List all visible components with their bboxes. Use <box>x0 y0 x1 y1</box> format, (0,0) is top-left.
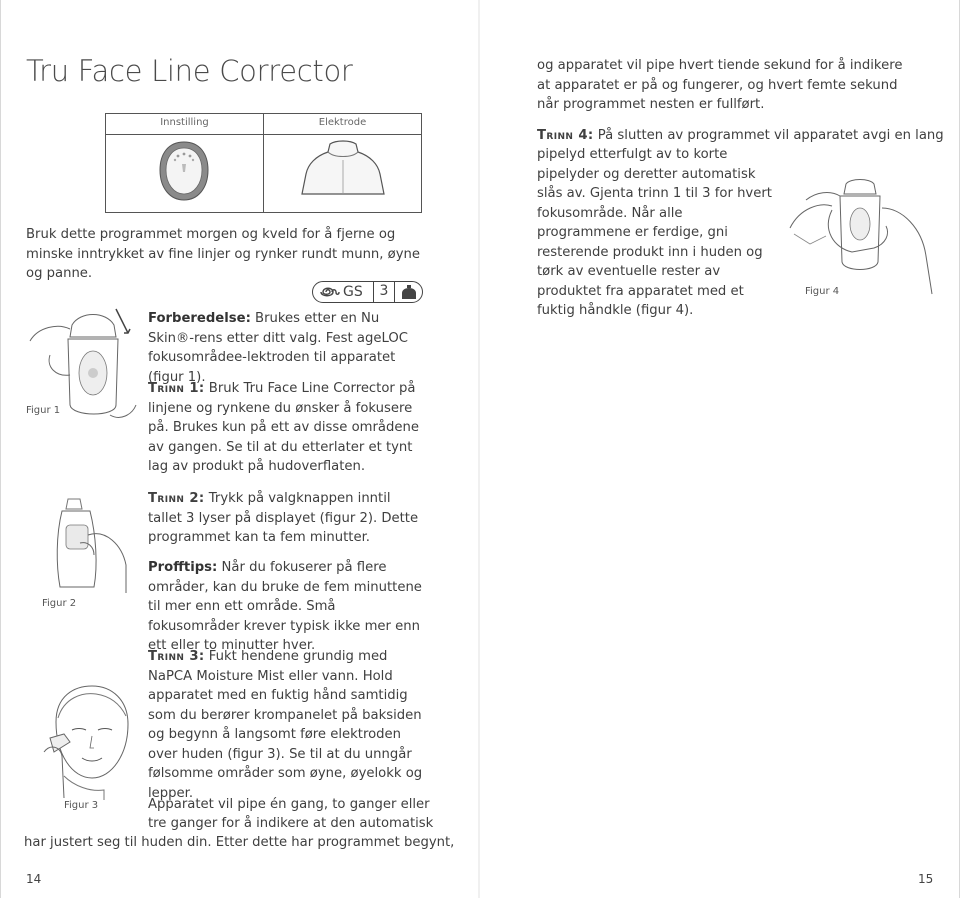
page-number-right: 15 <box>918 872 934 886</box>
beep-line-1: Apparatet vil pipe én gang, to ganger eller <box>148 797 430 812</box>
step-3-paragraph <box>148 647 423 803</box>
figure-2-illustration <box>50 495 130 595</box>
figure-3-caption: Figur 3 <box>64 800 99 811</box>
figure-2-caption: Figur 2 <box>42 598 77 609</box>
step-4-rest: pipelyd etterfulgt av to korte pipelyder og deretter automatisk slås av. Gjenta trinn 1 til 3 for hvert fokusområde. Når alle programmene er ferdige, gni resterende produkt inn i huden og tørk av eventuelle rester av produktet fra apparatet med et fuktig håndkle (figur 4). <box>537 147 772 318</box>
page-spine <box>478 0 480 898</box>
step-4-line-1 <box>537 126 944 146</box>
preparation-label: Forberedelse: <box>148 311 251 326</box>
program-number: 3 <box>373 281 395 302</box>
step-3-label: Trinn 3: <box>148 649 205 664</box>
face-illustration <box>34 682 134 800</box>
step-2-text: Trykk på valgknappen inntil tallet 3 lyser på displayet (figur 2). Dette programmet kan ta fem minutter. <box>148 491 419 545</box>
continued-paragraph: og apparatet vil pipe hvert tiende sekund for å indikere at apparatet er på og fungerer, og hvert femte sekund når programmet nesten er fullført. <box>537 58 903 112</box>
pro-tip-paragraph <box>148 558 423 656</box>
program-code: GS <box>343 284 363 300</box>
figure-1-caption: Figur 1 <box>26 405 61 416</box>
settings-table <box>105 113 422 213</box>
step-1-label: Trinn 1: <box>148 381 205 396</box>
pro-tip-label: Profftips: <box>148 560 218 575</box>
spiral-icon <box>319 285 341 299</box>
step-4-label: Trinn 4: <box>537 128 594 143</box>
page-title: Tru Face Line Corrector <box>26 54 353 88</box>
left-page-edge <box>0 0 1 898</box>
step-3-text: Fukt hendene grundig med NaPCA Moisture Mist eller vann. Hold apparatet med en fuktig hånd samtidig som du berører krompanelet på baksiden og begynn å langsomt føre elektroden over huden (figur 3). Se til at du unngår følsomme områder som øyne, øyelokk og lepper. <box>148 649 423 801</box>
intro-paragraph: Bruk dette programmet morgen og kveld for å fjerne og minske inntrykket av fine linjer og rynker rundt munn, øyne og panne. <box>26 227 421 281</box>
device-setting-icon <box>156 140 212 202</box>
pro-tip-text: Når du fokuserer på flere områder, kan du bruke de fem minuttene til mer enn ett område. Små fokusområder krever typisk ikke mer enn ett eller to minutter hver. <box>148 560 422 653</box>
preparation-paragraph <box>148 309 423 387</box>
table-header-setting: Innstilling <box>160 117 209 128</box>
page-number-left: 14 <box>26 872 42 886</box>
step-4-first-line: På slutten av programmet vil apparatet avgi en lang <box>597 128 944 143</box>
figure-4-caption: Figur 4 <box>805 286 840 297</box>
step-1-text: Bruk Tru Face Line Corrector på linjene og rynkene du ønsker å fokusere på. Brukes kun på ett av disse områdene av gangen. Se til at du etterlater et tynt lag av produkt på hudoverflaten. <box>148 381 419 474</box>
step-2-paragraph <box>148 489 423 548</box>
table-header-electrode: Elektrode <box>318 117 367 128</box>
beep-line-3: har justert seg til huden din. Etter dette har programmet begynt, <box>24 835 455 850</box>
device-hand-illustration <box>786 178 936 296</box>
step-1-paragraph <box>148 379 423 477</box>
bottle-icon <box>399 284 419 300</box>
electrode-icon <box>300 138 386 200</box>
table-divider <box>263 114 264 212</box>
preparation-text: Brukes etter en Nu Skin®-rens etter ditt valg. Fest ageLOC fokusområdee-lektroden til apparatet (figur 1). <box>148 311 408 385</box>
program-badge <box>312 281 423 303</box>
beep-line-2: tre ganger for å indikere at den automatisk <box>148 816 434 831</box>
step-2-label: Trinn 2: <box>148 491 205 506</box>
